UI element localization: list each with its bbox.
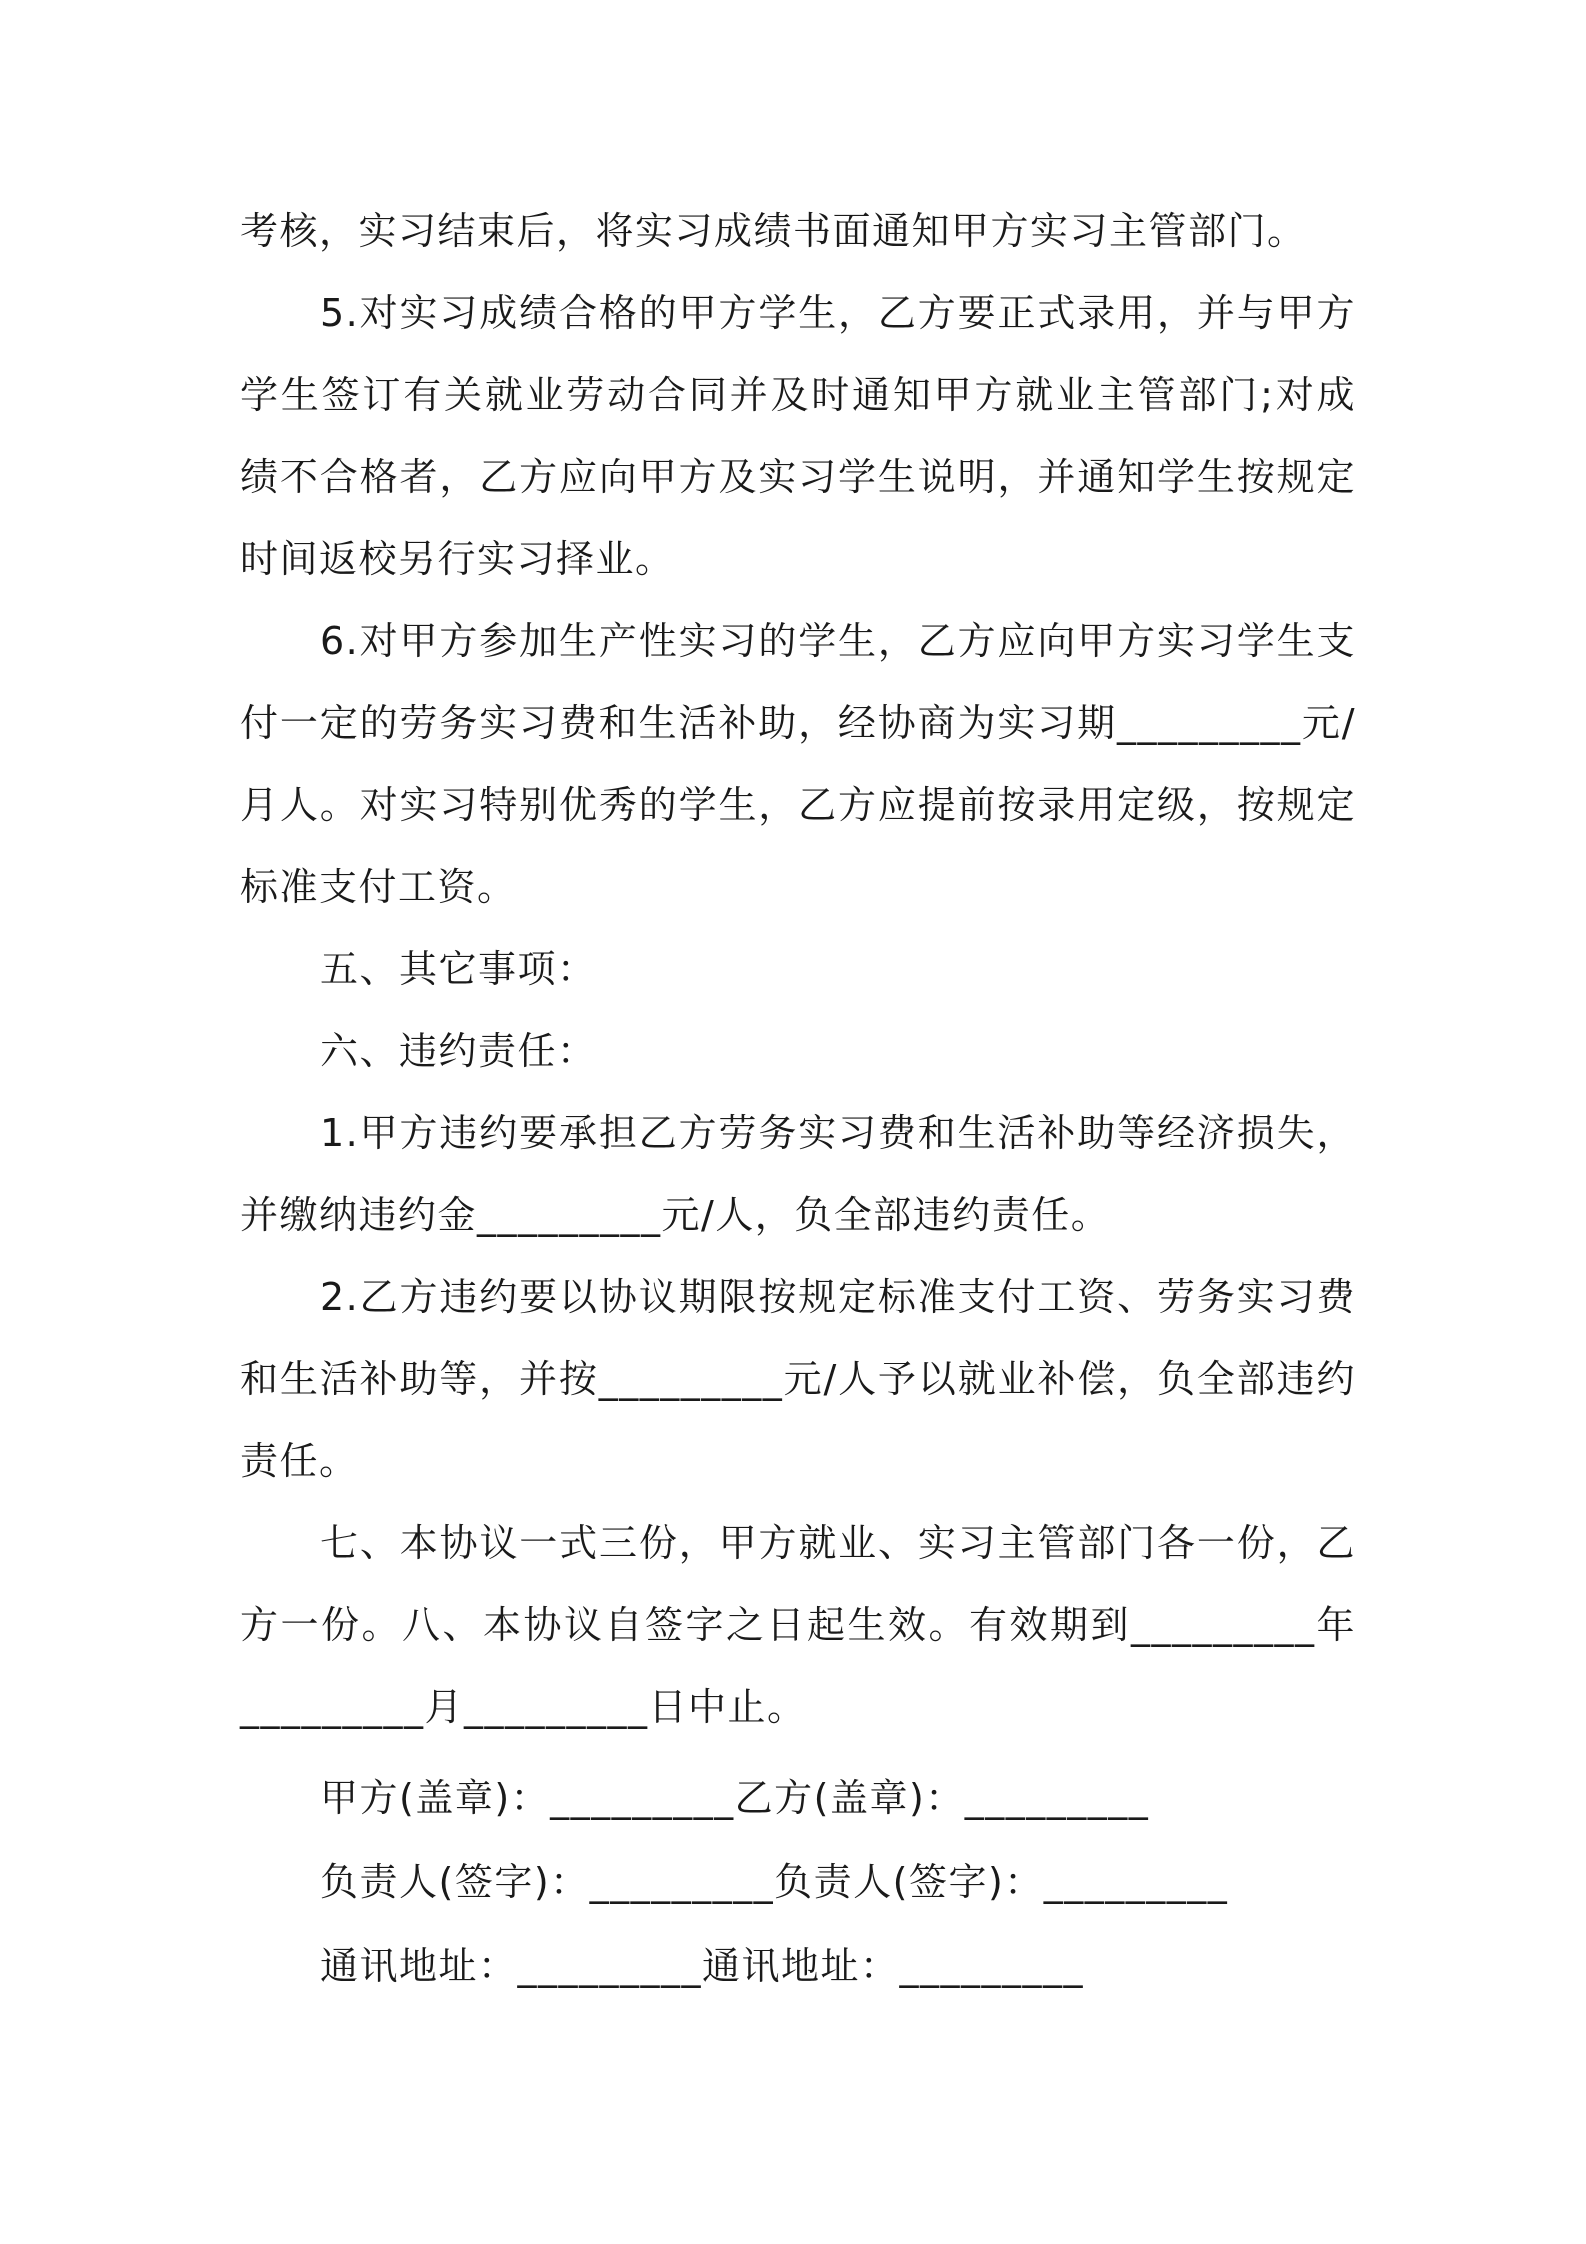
heading-breach-liability: 六、违约责任： <box>320 1029 597 1073</box>
paragraph-copies-and-validity: 七、本协议一式三份，甲方就业、实习主管部门各一份，乙方一份。八、本协议自签字之日起生效。有效期到_________年_________月_________日中止。 <box>240 1521 1356 1729</box>
document-body <box>240 190 1356 2008</box>
paragraph-assessment-notice: 考核，实习结束后，将实习成绩书面通知甲方实习主管部门。 <box>240 209 1307 253</box>
paragraph-clause-6-allowance: 6.对甲方参加生产性实习的学生，乙方应向甲方实习学生支付一定的劳务实习费和生活补助，经协商为实习期_________元/月人。对实习特别优秀的学生，乙方应提前按录用定级，按规定标准支付工资。 <box>240 619 1356 909</box>
paragraph-party-a-breach: 1.甲方违约要承担乙方劳务实习费和生活补助等经济损失，并缴纳违约金_________元/人，负全部违约责任。 <box>240 1111 1356 1237</box>
signature-block <box>240 1756 1356 2008</box>
heading-other-matters: 五、其它事项： <box>320 947 597 991</box>
signature-line-responsible-person: 负责人(签字)：_________负责人(签字)：_________ <box>320 1860 1229 1904</box>
paragraph-clause-5-employment: 5.对实习成绩合格的甲方学生，乙方要正式录用，并与甲方学生签订有关就业劳动合同并及时通知甲方就业主管部门;对成绩不合格者，乙方应向甲方及实习学生说明，并通知学生按规定时间返校另行实习择业。 <box>240 291 1356 581</box>
signature-line-seal: 甲方(盖章)：_________乙方(盖章)：_________ <box>320 1776 1150 1820</box>
paragraph-party-b-breach: 2.乙方违约要以协议期限按规定标准支付工资、劳务实习费和生活补助等，并按_________元/人予以就业补偿，负全部违约责任。 <box>240 1275 1356 1483</box>
signature-line-address: 通讯地址：_________通讯地址：_________ <box>320 1944 1085 1988</box>
